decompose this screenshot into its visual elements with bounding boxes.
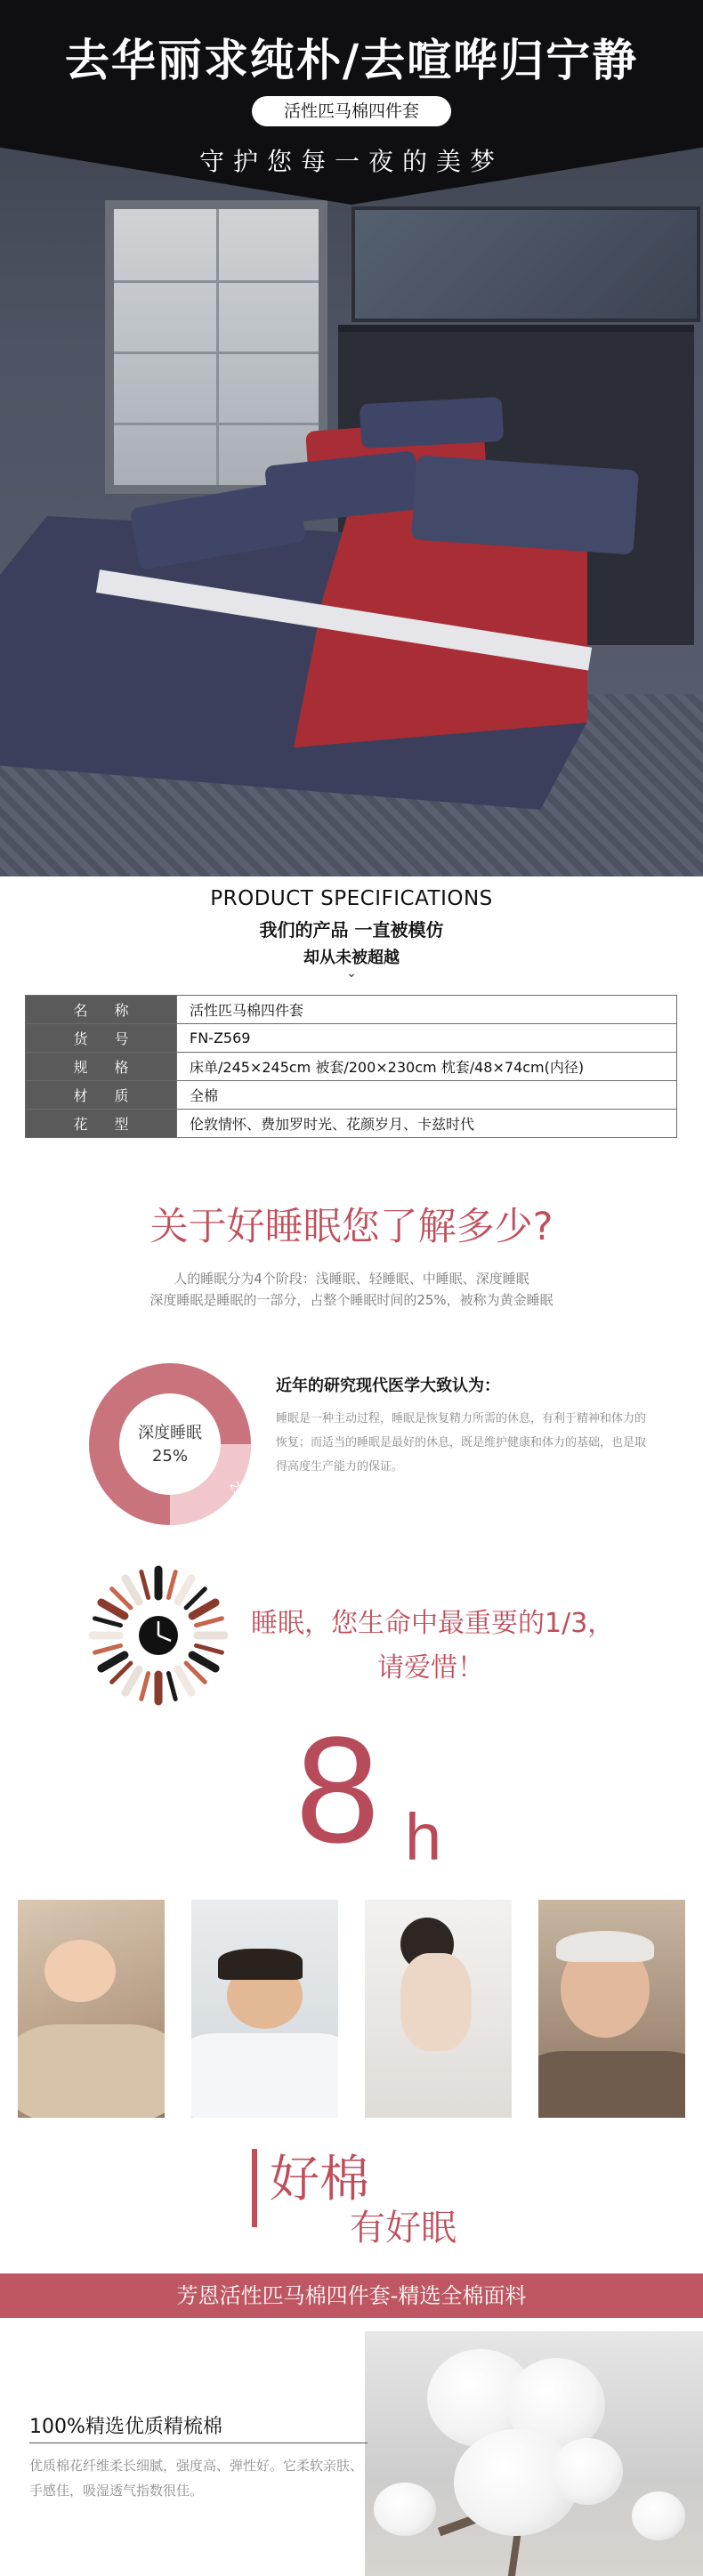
clock-tick — [112, 1663, 131, 1682]
wall-map-image — [352, 206, 700, 322]
donut-label-text: 深度睡眠 — [138, 1424, 202, 1442]
clock-tick — [178, 1579, 191, 1602]
clock-tick — [95, 1619, 121, 1626]
hero-banner — [0, 0, 703, 876]
hero-title: 去华丽求纯朴/去喧哗归宁静 — [64, 34, 639, 86]
research-title: 近年的研究现代医学大致认为： — [276, 1377, 500, 1395]
sleep-description — [0, 1268, 703, 1311]
good-cotton-bar — [252, 2149, 257, 2227]
clock-tick — [178, 1669, 191, 1692]
window-image — [105, 200, 327, 494]
good-cotton-line1: 好棉 — [270, 2151, 369, 2209]
clock-tick — [192, 1655, 215, 1668]
photo-elder-sleeping — [538, 1900, 685, 2118]
clock-tick — [95, 1645, 121, 1652]
table-row — [26, 1053, 677, 1081]
one-third-line1: 睡眠，您生命中最重要的1/3， — [251, 1608, 615, 1639]
table-row — [26, 996, 677, 1024]
spec-key: 规格 — [26, 1053, 177, 1081]
spec-key: 材质 — [26, 1081, 177, 1110]
research-text: 睡眠是一种主动过程，睡眠是恢复精力所需的休息，有利于精神和体力的恢复；而适当的睡眠是最好的休息，既是维护健康和体力的基础，也是取得高度生产能力的保证。 — [276, 1412, 647, 1474]
donut-label-value: 25% — [151, 1447, 188, 1466]
sleeping-people-photos — [18, 1900, 685, 2118]
spec-value: 活性匹马棉四件套 — [177, 996, 677, 1024]
clock-tick — [101, 1603, 125, 1616]
clock-icon — [87, 1564, 230, 1707]
clock-tick — [125, 1579, 139, 1602]
clock-tick — [141, 1674, 149, 1700]
sleep-section-title: 关于好睡眠您了解多少? — [149, 1205, 554, 1249]
spec-value: 全棉 — [177, 1081, 677, 1110]
spec-value: FN-Z569 — [177, 1024, 677, 1053]
hero-product-pill: 活性匹马棉四件套 — [252, 96, 451, 126]
spec-heading — [0, 887, 703, 981]
spec-title-cn2: 却从未被超越 — [303, 949, 400, 967]
clock-tick — [125, 1669, 139, 1692]
hero-subtitle: 守护您每一夜的美梦 — [198, 147, 504, 176]
photo-woman-sleeping — [365, 1900, 512, 2118]
one-third-statement — [251, 1602, 678, 1691]
pillow-navy-right — [411, 455, 639, 554]
table-row — [26, 1024, 677, 1053]
spec-value: 伦敦情怀、费加罗时光、花颜岁月、卡兹时代 — [177, 1110, 677, 1138]
eight-hours-unit: h — [405, 1800, 442, 1874]
table-row — [26, 1081, 677, 1110]
chevron-down-icon: ⌄ — [346, 966, 357, 981]
sleep-desc-line2: 深度睡眠是睡眠的一部分，占整个睡眠时间的25%，被称为黄金睡眠 — [149, 1292, 554, 1308]
spec-key: 货号 — [26, 1024, 177, 1053]
spec-value: 床单/245×245cm 被套/200×230cm 枕套/48×74cm(内径) — [177, 1053, 677, 1081]
eight-hours-number: 8 — [295, 1706, 380, 1875]
table-row — [26, 1110, 677, 1138]
cotton-text: 优质棉花纤维柔长细腻，强度高、弹性好。它柔软亲肤、手感佳，吸湿透气指数很佳。 — [29, 2458, 364, 2499]
donut-arc-label: 25% — [226, 1479, 251, 1509]
clock-tick — [192, 1603, 215, 1616]
pillow-navy-back — [360, 397, 504, 448]
spec-title-cn: 我们的产品 一直被模仿 — [259, 919, 444, 941]
spec-key: 花型 — [26, 1110, 177, 1138]
cotton-title: 100%精选优质精梳棉 — [29, 2416, 222, 2438]
cotton-boll-image — [365, 2331, 703, 2576]
spec-key: 名称 — [26, 996, 177, 1024]
clock-tick — [168, 1674, 175, 1700]
clock-tick — [101, 1655, 125, 1668]
clock-tick — [197, 1645, 222, 1652]
clock-tick — [186, 1663, 205, 1682]
clock-tick — [197, 1619, 222, 1626]
clock-tick — [112, 1589, 131, 1608]
clock-tick — [141, 1572, 149, 1598]
one-third-line2: 请爱惜！ — [377, 1652, 484, 1684]
good-cotton-line2: 有好眠 — [350, 2208, 457, 2249]
clock-tick — [168, 1572, 175, 1598]
spec-title-en: PRODUCT SPECIFICATIONS — [210, 887, 493, 910]
photo-man-sleeping — [191, 1900, 338, 2118]
donut-center-label — [85, 1422, 255, 1468]
clock-tick — [186, 1589, 205, 1608]
product-banner: 芳恩活性匹马棉四件套-精选全棉面料 — [0, 2273, 703, 2318]
research-block — [276, 1373, 650, 1479]
spec-table — [25, 995, 677, 1138]
photo-baby-sleeping — [18, 1900, 165, 2118]
sleep-desc-line1: 人的睡眠分为4个阶段：浅睡眠、轻睡眠、中睡眠、深度睡眠 — [174, 1271, 529, 1287]
